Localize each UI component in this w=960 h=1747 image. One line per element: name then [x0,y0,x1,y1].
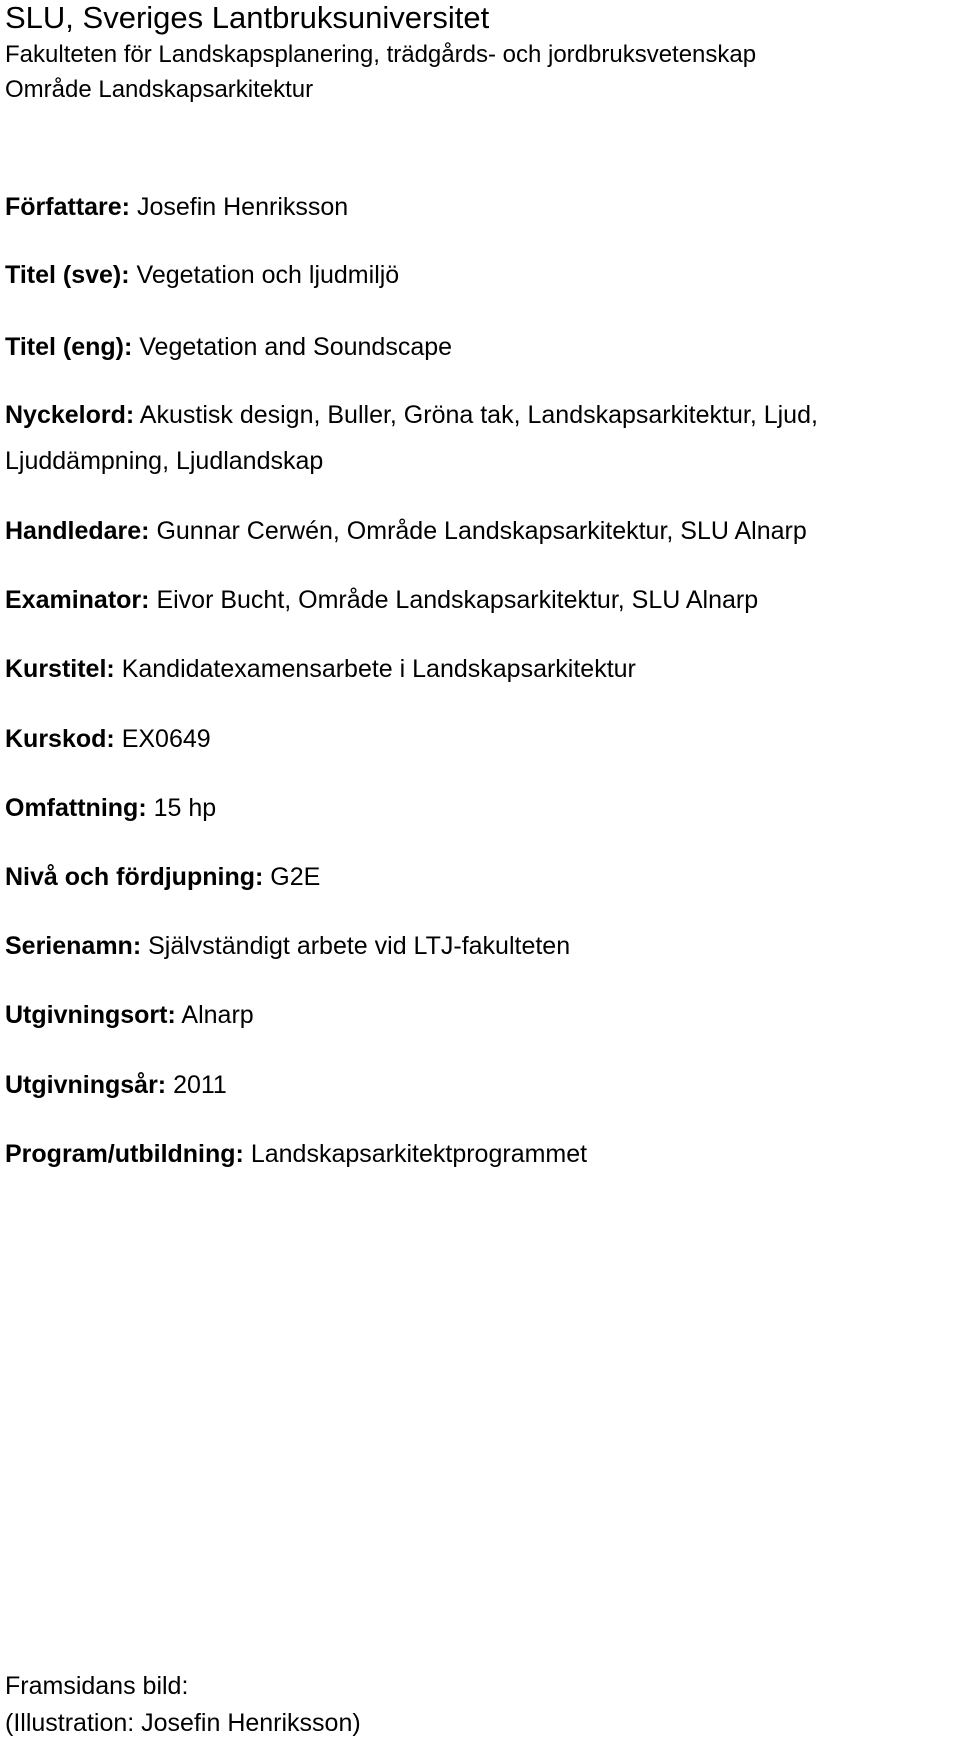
field-course-title [5,652,636,686]
field-publication-year-label: Utgivningsår: [5,1071,167,1099]
department-area: Område Landskapsarkitektur [5,76,314,103]
field-supervisor [5,514,807,548]
field-publication-year [5,1068,227,1102]
field-publication-place [5,998,254,1032]
field-program [5,1137,587,1171]
field-keywords [5,392,955,484]
field-author-value: Josefin Henriksson [136,193,349,221]
cover-image-credit: (Illustration: Josefin Henriksson) [5,1709,361,1737]
field-examiner-value: Eivor Bucht, Område Landskapsarkitektur, SLU Alnarp [156,586,759,614]
university-name: SLU, Sveriges Lantbruksuniversitet [5,0,490,35]
field-title-swedish [5,258,399,292]
field-course-code [5,722,211,756]
field-author [5,190,348,224]
field-title-english-value: Vegetation and Soundscape [139,333,453,361]
field-program-label: Program/utbildning: [5,1140,244,1168]
field-level [5,860,320,894]
field-title-swedish-value: Vegetation och ljudmiljö [136,261,400,289]
field-course-code-value: EX0649 [121,725,211,753]
field-series-name-value: Självständigt arbete vid LTJ-fakulteten [148,932,571,960]
field-course-title-label: Kurstitel: [5,655,115,683]
cover-image-label: Framsidans bild: [5,1672,189,1700]
field-course-code-label: Kurskod: [5,725,115,753]
faculty-name: Fakulteten för Landskapsplanering, trädgårds- och jordbruksvetenskap [5,41,757,68]
field-series-name-label: Serienamn: [5,932,142,960]
field-supervisor-value: Gunnar Cerwén, Område Landskapsarkitektur, SLU Alnarp [156,517,807,545]
field-series-name [5,929,570,963]
field-supervisor-label: Handledare: [5,517,150,545]
field-level-label: Nivå och fördjupning: [5,863,264,891]
field-scope-label: Omfattning: [5,794,147,822]
field-publication-year-value: 2011 [173,1071,227,1099]
field-scope [5,791,216,825]
field-author-label: Författare: [5,193,131,221]
field-keywords-value: Akustisk design, Buller, Gröna tak, Landskapsarkitektur, Ljud, Ljuddämpning, Ljudlandskap [5,401,818,475]
field-course-title-value: Kandidatexamensarbete i Landskapsarkitektur [121,655,636,683]
field-keywords-label: Nyckelord: [5,401,135,429]
field-publication-place-label: Utgivningsort: [5,1001,176,1029]
field-publication-place-value: Alnarp [181,1001,254,1029]
field-scope-value: 15 hp [153,794,217,822]
field-title-english-label: Titel (eng): [5,333,133,361]
field-examiner-label: Examinator: [5,586,150,614]
field-program-value: Landskapsarkitektprogrammet [250,1140,588,1168]
field-level-value: G2E [270,863,321,891]
field-title-english [5,330,452,364]
field-examiner [5,583,758,617]
field-title-swedish-label: Titel (sve): [5,261,130,289]
